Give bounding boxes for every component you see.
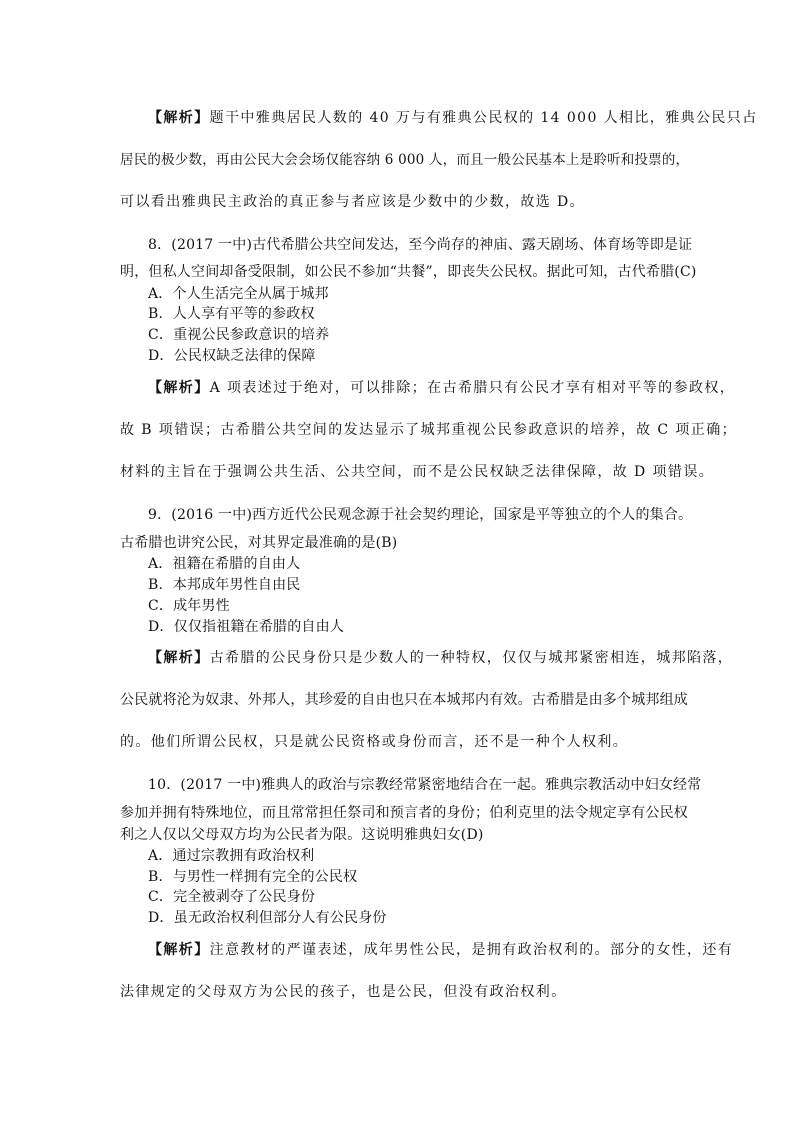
analysis-line: 故 B 项错误；古希腊公共空间的发达显示了城邦重视公民参政意识的培养，故 C 项正确； <box>120 422 737 438</box>
analysis-line: 材料的主旨在于强调公共生活、公共空间，而不是公民权缺乏法律保障，故 D 项错误。 <box>120 464 715 480</box>
option-a: A．祖籍在希腊的自由人 <box>148 556 301 572</box>
analysis-line: 法律规定的父母双方为公民的孩子，也是公民，但没有政治权利。 <box>120 984 567 1000</box>
analysis-line: 【解析】A 项表述过于绝对，可以排除；在古希腊只有公民才享有相对平等的参政权， <box>148 380 736 396</box>
analysis-tag: 【解析】 <box>148 380 210 396</box>
analysis-line: 【解析】注意教材的严谨表述，成年男性公民，是拥有政治权利的。部分的女性，还有 <box>148 942 734 958</box>
question-stem: 参加并拥有特殊地位，而且常常担任祭司和预言者的身份；伯利克里的法令规定享有公民权 <box>120 805 688 821</box>
option-b: B．本邦成年男性自由民 <box>148 577 301 593</box>
analysis-tag: 【解析】 <box>148 942 210 958</box>
option-a: A．通过宗教拥有政治权利 <box>148 848 315 864</box>
question-stem: 古希腊也讲究公民，对其界定最准确的是(B) <box>120 535 398 551</box>
analysis-line: 【解析】题干中雅典居民人数的 40 万与有雅典公民权的 14 000 人相比，雅典公民只占 <box>148 110 758 126</box>
analysis-line: 【解析】古希腊的公民身份只是少数人的一种特权，仅仅与城邦紧密相连，城邦陷落， <box>148 650 734 666</box>
option-c: C．重视公民参政意识的培养 <box>148 327 330 343</box>
option-d: D．虽无政治权利但部分人有公民身份 <box>148 910 387 926</box>
option-b: B．人人享有平等的参政权 <box>148 306 315 322</box>
analysis-tag: 【解析】 <box>148 650 210 666</box>
question-stem: 利之人仅以父母双方均为公民者为限。这说明雅典妇女(D) <box>120 827 484 843</box>
analysis-line: 可以看出雅典民主政治的真正参与者应该是少数中的少数，故选 D。 <box>120 194 586 210</box>
option-a: A．个人生活完全从属于城邦 <box>148 286 329 302</box>
question-stem: 10．(2017 一中)雅典人的政治与宗教经常紧密地结合在一起。雅典宗教活动中妇女经常 <box>148 777 702 793</box>
analysis-line: 居民的极少数，再由公民大会会场仅能容纳 6 000 人，而且一般公民基本上是聆听和投票的， <box>120 152 690 168</box>
analysis-line: 的。他们所谓公民权，只是就公民资格或身份而言，还不是一种个人权利。 <box>120 734 629 750</box>
question-stem: 8．(2017 一中)古代希腊公共空间发达，至今尚存的神庙、露天剧场、体育场等即是证 <box>148 237 693 253</box>
analysis-tag: 【解析】 <box>148 110 210 126</box>
analysis-line: 公民就将沦为奴隶、外邦人，其珍爱的自由也只在本城邦内有效。古希腊是由多个城邦组成 <box>120 692 688 708</box>
option-d: D．仅仅指祖籍在希腊的自由人 <box>148 619 345 635</box>
option-c: C．成年男性 <box>148 598 230 614</box>
option-b: B．与男性一样拥有完全的公民权 <box>148 869 358 885</box>
option-d: D．公民权缺乏法律的保障 <box>148 348 316 364</box>
question-stem: 明，但私人空间却备受限制，如公民不参加“共餐”，即丧失公民权。据此可知，古代希腊(C) <box>120 264 697 280</box>
option-c: C．完全被剥夺了公民身份 <box>148 889 316 905</box>
question-stem: 9．(2016 一中)西方近代公民观念源于社会契约理论，国家是平等独立的个人的集合。 <box>148 507 693 523</box>
